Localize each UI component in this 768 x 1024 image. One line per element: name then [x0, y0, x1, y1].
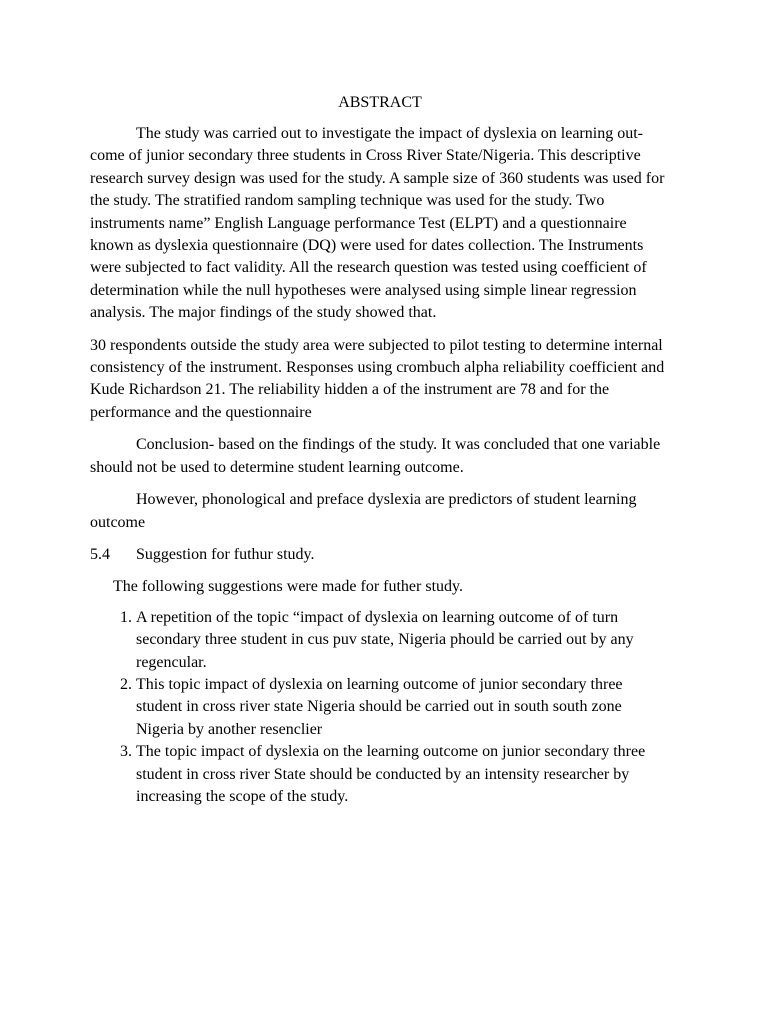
abstract-paragraph-pilot: 30 respondents outside the study area were subjected to pilot testing to determine internal consistency of the instrument. Responses using crombuch alpha reliability coefficient and Kude Richardson 21. The reliability hidden a of the instrument are 78 and for the performance and the questionnaire	[90, 336, 665, 421]
suggestions-intro: The following suggestions were made for futher study.	[113, 578, 463, 596]
list-item: 2. This topic impact of dyslexia on learning outcome of junior secondary three student in cross river state Nigeria should be carried out in south south zone Nigeria by another resenclier	[136, 674, 670, 741]
abstract-paragraph-predictors: However, phonological and preface dyslexia are predictors of student learning outcome	[90, 491, 637, 531]
list-item: 3. The topic impact of dyslexia on the learning outcome on junior secondary three student in cross river State should be conducted by an intensity researcher by increasing the scope of the study.	[136, 741, 670, 808]
abstract-paragraph-conclusion: Conclusion- based on the findings of the study. It was concluded that one variable should not be used to determine student learning outcome.	[90, 436, 661, 476]
section-number: 5.4	[90, 545, 110, 563]
suggestions-list	[90, 607, 670, 809]
section-heading	[90, 544, 670, 566]
page-title: ABSTRACT	[338, 94, 422, 111]
document-body	[90, 92, 670, 808]
list-item: 1. A repetition of the topic “impact of dyslexia on learning outcome of of turn secondary three student in cus puv state, Nigeria phould be carried out by any regencular.	[136, 607, 670, 674]
abstract-paragraph-study: The study was carried out to investigate the impact of dyslexia on learning out-come of junior secondary three students in Cross River State/Nigeria. This descriptive research survey design was used for the study. A sample size of 360 students was used for the study. The stratified random sampling technique was used for the study. Two instruments name” English Language performance Test (ELPT) and a questionnaire known as dyslexia questionnaire (DQ) were used for dates collection. The Instruments were subjected to fact validity. All the research question was tested using coefficient of determination while the null hypotheses were analysed using simple linear regression analysis. The major findings of the study showed that.	[90, 125, 665, 322]
section-title: Suggestion for futhur study.	[136, 545, 315, 563]
